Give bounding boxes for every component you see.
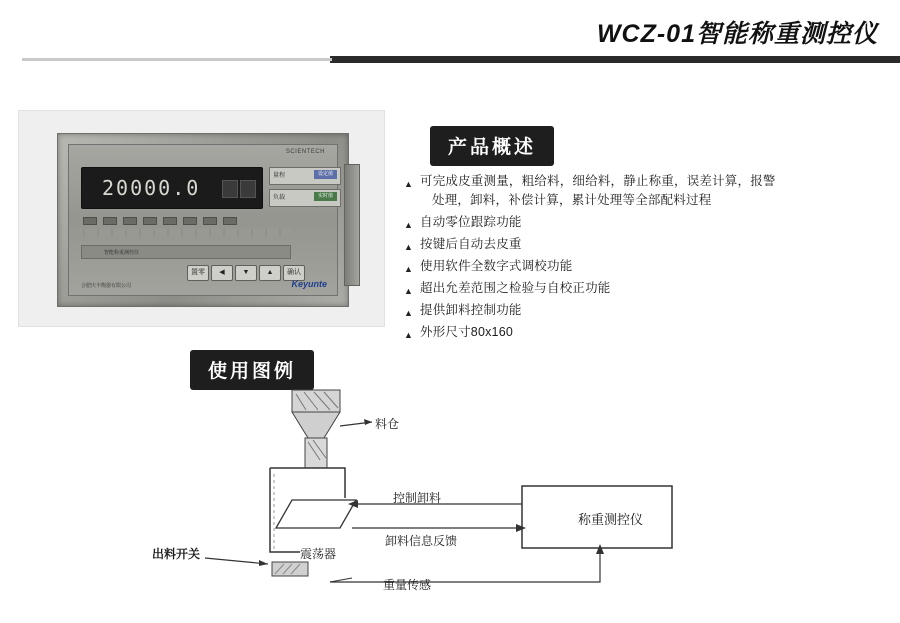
feature-text: 按键后自动去皮重 xyxy=(420,237,522,251)
instrument-side-rail xyxy=(344,164,360,286)
feature-item xyxy=(404,213,874,232)
outlet-switch-arrow xyxy=(259,560,268,566)
feature-list xyxy=(404,172,874,345)
feature-text-continued: 处理，卸料，补偿计算，累计处理等全部配料过程 xyxy=(432,193,712,207)
label-controller: 称重测控仪 xyxy=(578,512,644,527)
load-value: 实时值 xyxy=(314,192,337,201)
vibrator-plate xyxy=(276,500,356,528)
feature-item xyxy=(404,257,874,276)
feature-item xyxy=(404,172,874,210)
setpoint-label: 量程 xyxy=(273,173,286,179)
panel-label-strip xyxy=(83,229,293,237)
led-3 xyxy=(123,217,137,225)
label-control-unload: 控制卸料 xyxy=(393,491,442,505)
feature-text: 提供卸料控制功能 xyxy=(420,303,522,317)
key-left: ◀ xyxy=(211,265,233,281)
feature-text: 外形尺寸80x160 xyxy=(420,325,514,339)
instrument-front-panel xyxy=(68,144,338,296)
triangle-bullet-icon: ▲ xyxy=(404,242,414,252)
label-vibrator: 震荡器 xyxy=(300,547,337,561)
feature-text: 超出允差范围之检验与自校正功能 xyxy=(420,281,611,295)
led-6 xyxy=(183,217,197,225)
key-up: ▲ xyxy=(259,265,281,281)
key-zero: 置零 xyxy=(187,265,209,281)
key-confirm: 确认 xyxy=(283,265,305,281)
instrument-body xyxy=(57,133,349,307)
feature-item xyxy=(404,301,874,320)
instrument-footer-brand: 合肥庆丰衡器有限公司 xyxy=(81,283,132,289)
outlet-switch-block xyxy=(272,562,308,576)
feature-item xyxy=(404,235,874,254)
header-rule-dark xyxy=(330,56,900,63)
triangle-bullet-icon: ▲ xyxy=(404,179,414,189)
key-down: ▼ xyxy=(235,265,257,281)
section-banner-usage: 使用图例 xyxy=(190,350,314,390)
led-8 xyxy=(223,217,237,225)
outlet-switch-leader xyxy=(205,558,268,564)
display-mini-indicator-1 xyxy=(240,180,256,198)
display-value: 20000.0 xyxy=(102,176,201,200)
page-title: WCZ-01智能称重测控仪 xyxy=(596,20,878,48)
product-photo xyxy=(18,110,385,327)
header-rule-light xyxy=(22,58,332,61)
label-weight-sensor: 重量传感 xyxy=(383,578,432,592)
feature-text: 可完成皮重测量，粗给料，细给料，静止称重，误差计算，报警 xyxy=(420,174,776,188)
chute-top-line xyxy=(270,468,345,498)
led-1 xyxy=(83,217,97,225)
triangle-bullet-icon: ▲ xyxy=(404,264,414,274)
feature-item xyxy=(404,323,874,342)
feature-text: 自动零位跟踪功能 xyxy=(420,215,522,229)
triangle-bullet-icon: ▲ xyxy=(404,220,414,230)
weight-sensor-line xyxy=(330,548,600,582)
feature-item xyxy=(404,279,874,298)
section-banner-overview: 产品概述 xyxy=(430,126,554,166)
triangle-bullet-icon: ▲ xyxy=(404,330,414,340)
usage-diagram xyxy=(0,382,900,617)
instrument-logo: Keyunte xyxy=(291,279,327,289)
triangle-bullet-icon: ▲ xyxy=(404,286,414,296)
setpoint-value: 设定值 xyxy=(314,170,337,179)
hopper-leader-arrow xyxy=(364,419,372,425)
usage-diagram-svg xyxy=(0,382,900,617)
feature-text: 使用软件全数字式调校功能 xyxy=(420,259,573,273)
load-label: 负载 xyxy=(273,195,286,201)
led-2 xyxy=(103,217,117,225)
label-outlet-switch: 出料开关 xyxy=(152,547,201,561)
instrument-brand-top: SCIENTECH xyxy=(285,149,325,155)
hopper-shape xyxy=(292,390,340,468)
led-4 xyxy=(143,217,157,225)
load-box xyxy=(269,189,341,207)
triangle-bullet-icon: ▲ xyxy=(404,308,414,318)
panel-model-strip: 智能称重测控仪 xyxy=(81,245,291,259)
indicator-led-row xyxy=(83,217,263,224)
led-5 xyxy=(163,217,177,225)
setpoint-box xyxy=(269,167,341,185)
instrument-display xyxy=(81,167,263,209)
led-7 xyxy=(203,217,217,225)
label-hopper: 料仓 xyxy=(375,417,400,431)
display-mini-indicator-2 xyxy=(222,180,238,198)
label-feedback: 卸料信息反馈 xyxy=(385,534,458,548)
